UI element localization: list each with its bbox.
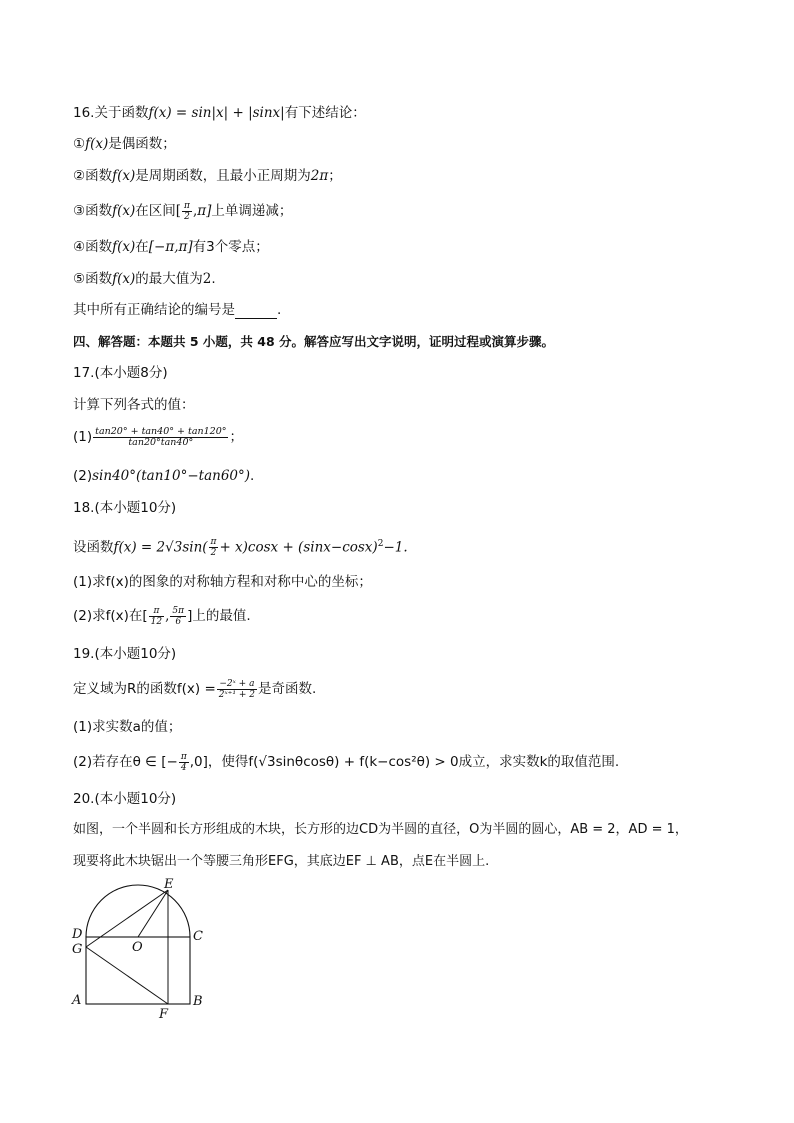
item-func: f(x) bbox=[85, 136, 109, 152]
q20-line1: 如图，一个半圆和长方形组成的木块，长方形的边CD为半圆的直径，O为半圆的圆心，AB = 2，AD = 1， bbox=[73, 822, 688, 837]
label-o: O bbox=[132, 940, 143, 955]
q16-item-4 bbox=[73, 238, 269, 256]
item-end: ； bbox=[328, 168, 342, 184]
stem-fraction bbox=[217, 679, 257, 700]
q20-header: 20.(本小题10分) bbox=[73, 791, 177, 807]
part-end: ； bbox=[229, 429, 243, 445]
q17-fraction bbox=[93, 427, 228, 448]
q19-header: 19.(本小题10分) bbox=[73, 646, 177, 662]
q16-item-5 bbox=[73, 270, 216, 288]
item-end: . bbox=[211, 271, 216, 287]
q20-figure bbox=[60, 872, 220, 1022]
part-label: (2) bbox=[73, 468, 93, 484]
q19-part2 bbox=[73, 749, 619, 775]
interval-right: π] bbox=[197, 203, 212, 219]
part-expr: sin40°(tan10°−tan60°) bbox=[92, 468, 251, 484]
item-value: 2π bbox=[310, 168, 329, 184]
q17-intro: 计算下列各式的值： bbox=[73, 397, 195, 413]
item-text: 在 bbox=[135, 239, 149, 255]
frac-num: 5π bbox=[172, 605, 185, 616]
q16-item-1 bbox=[73, 135, 176, 153]
stem-fraction bbox=[209, 537, 219, 558]
q16-answer bbox=[73, 301, 281, 319]
item-pre: 函数 bbox=[85, 239, 113, 255]
answer-suffix: . bbox=[277, 302, 282, 318]
item-func: f(x) bbox=[112, 239, 136, 255]
q16-stem-suffix: 有下述结论： bbox=[284, 105, 366, 121]
item-end: 有3个零点； bbox=[192, 239, 269, 255]
item-func: f(x) bbox=[112, 168, 136, 184]
label-a: A bbox=[72, 993, 82, 1008]
item-mark: ③ bbox=[73, 203, 86, 219]
part-prefix: (2)若存在θ ∈ [− bbox=[73, 754, 178, 770]
stem-suffix: 是奇函数. bbox=[258, 681, 317, 697]
frac-den: tan20°tan40° bbox=[128, 436, 194, 448]
interval-fraction bbox=[182, 201, 192, 222]
q16-stem-prefix: 16.关于函数 bbox=[73, 105, 149, 121]
stem-a: f(x) = 2√3sin( bbox=[113, 539, 208, 556]
q18-header: 18.(本小题10分) bbox=[73, 500, 177, 516]
item-pre: 函数 bbox=[85, 168, 113, 184]
part-label: (1) bbox=[73, 429, 93, 445]
segment-eo bbox=[138, 890, 168, 937]
label-d: D bbox=[72, 927, 83, 942]
label-c: C bbox=[193, 929, 203, 944]
q19-stem bbox=[73, 676, 316, 702]
item-pre: 函数 bbox=[85, 271, 113, 287]
part-suffix: ,0]，使得f(√3sinθcosθ) + f(k−cos²θ) > 0成立，求实数k的取值范围. bbox=[189, 754, 620, 770]
q18-part2: (2)求f(x)在[ $\frac{\pi}{12}$ , $\frac{5\pi}{6}$ ]上的最值. bbox=[73, 605, 251, 627]
part-fraction bbox=[179, 752, 189, 773]
q18-stem bbox=[73, 531, 408, 561]
item-func: f(x) bbox=[112, 203, 136, 219]
part-suffix: ]上的最值. bbox=[187, 608, 251, 624]
item-mark: ① bbox=[73, 136, 86, 152]
item-text: 在区间 bbox=[135, 203, 176, 219]
answer-prefix: 其中所有正确结论的编号是 bbox=[73, 302, 235, 318]
q18-part1: (1)求f(x)的图象的对称轴方程和对称中心的坐标； bbox=[73, 574, 372, 590]
stem-prefix: 定义域为R的函数f(x) = bbox=[73, 681, 216, 697]
section-title: 四、解答题：本题共 5 小题，共 48 分。解答应写出文字说明，证明过程或演算步骤。 bbox=[73, 334, 555, 349]
item-mark: ⑤ bbox=[73, 271, 86, 287]
frac-den: 4 bbox=[180, 762, 187, 773]
item-text: 是偶函数； bbox=[108, 136, 176, 152]
stem-prefix: 设函数 bbox=[73, 539, 114, 556]
part-fraction-a bbox=[149, 606, 164, 627]
frac-den: 2ˣ⁺¹ + 2 bbox=[218, 689, 256, 700]
part-end: . bbox=[250, 468, 255, 484]
frac-num: tan20° + tan40° + tan120° bbox=[95, 425, 227, 437]
stem-sup: 2 bbox=[377, 539, 384, 549]
answer-blank[interactable] bbox=[235, 304, 277, 319]
frac-num: π bbox=[210, 537, 217, 547]
frac-num: π bbox=[184, 200, 190, 211]
item-interval: [−π,π] bbox=[148, 239, 193, 255]
q20-line2: 现要将此木块锯出一个等腰三角形EFG，其底边EF ⊥ AB，点E在半圆上. bbox=[73, 854, 490, 869]
item-mark: ② bbox=[73, 168, 86, 184]
stem-c: −1. bbox=[383, 539, 408, 556]
segment-eg bbox=[86, 890, 168, 947]
item-func: f(x) bbox=[112, 271, 136, 287]
q16-item-2 bbox=[73, 167, 342, 185]
q17-part1 bbox=[73, 424, 243, 450]
item-mark: ④ bbox=[73, 239, 86, 255]
frac-num: −2ˣ + a bbox=[217, 679, 257, 690]
q17-header: 17.(本小题8分) bbox=[73, 365, 168, 381]
item-text: 的最大值为 bbox=[135, 271, 203, 287]
item-text: 是周期函数，且最小正周期为 bbox=[135, 168, 311, 184]
segment-gf bbox=[86, 947, 168, 1004]
label-e: E bbox=[164, 877, 174, 892]
frac-num: π bbox=[180, 751, 187, 762]
q17-part2 bbox=[73, 467, 254, 485]
part-fraction-b bbox=[170, 606, 186, 627]
stem-b: + x)cosx + (sinx−cosx) bbox=[219, 539, 378, 556]
q16-item-3: ③函数f(x)在区间[ $\frac{\pi}{2}$ ,π]上单调递减； bbox=[73, 200, 293, 222]
q16-stem bbox=[73, 104, 366, 122]
label-f: F bbox=[159, 1007, 169, 1022]
q16-stem-func: f(x) = sin|x| + |sinx| bbox=[148, 105, 285, 121]
label-b: B bbox=[193, 994, 203, 1009]
frac-den: 2 bbox=[184, 211, 190, 222]
frac-num: π bbox=[149, 606, 164, 617]
item-pre: 函数 bbox=[85, 203, 113, 219]
item-end: 上单调递减； bbox=[211, 203, 293, 219]
frac-den: 12 bbox=[150, 616, 163, 627]
part-prefix: (2)求f(x)在[ bbox=[73, 608, 148, 624]
q19-part1: (1)求实数a的值； bbox=[73, 719, 182, 735]
item-value: 2 bbox=[202, 271, 212, 287]
frac-den: 6 bbox=[175, 616, 182, 627]
label-g: G bbox=[72, 942, 83, 957]
frac-den: 2 bbox=[210, 548, 217, 558]
